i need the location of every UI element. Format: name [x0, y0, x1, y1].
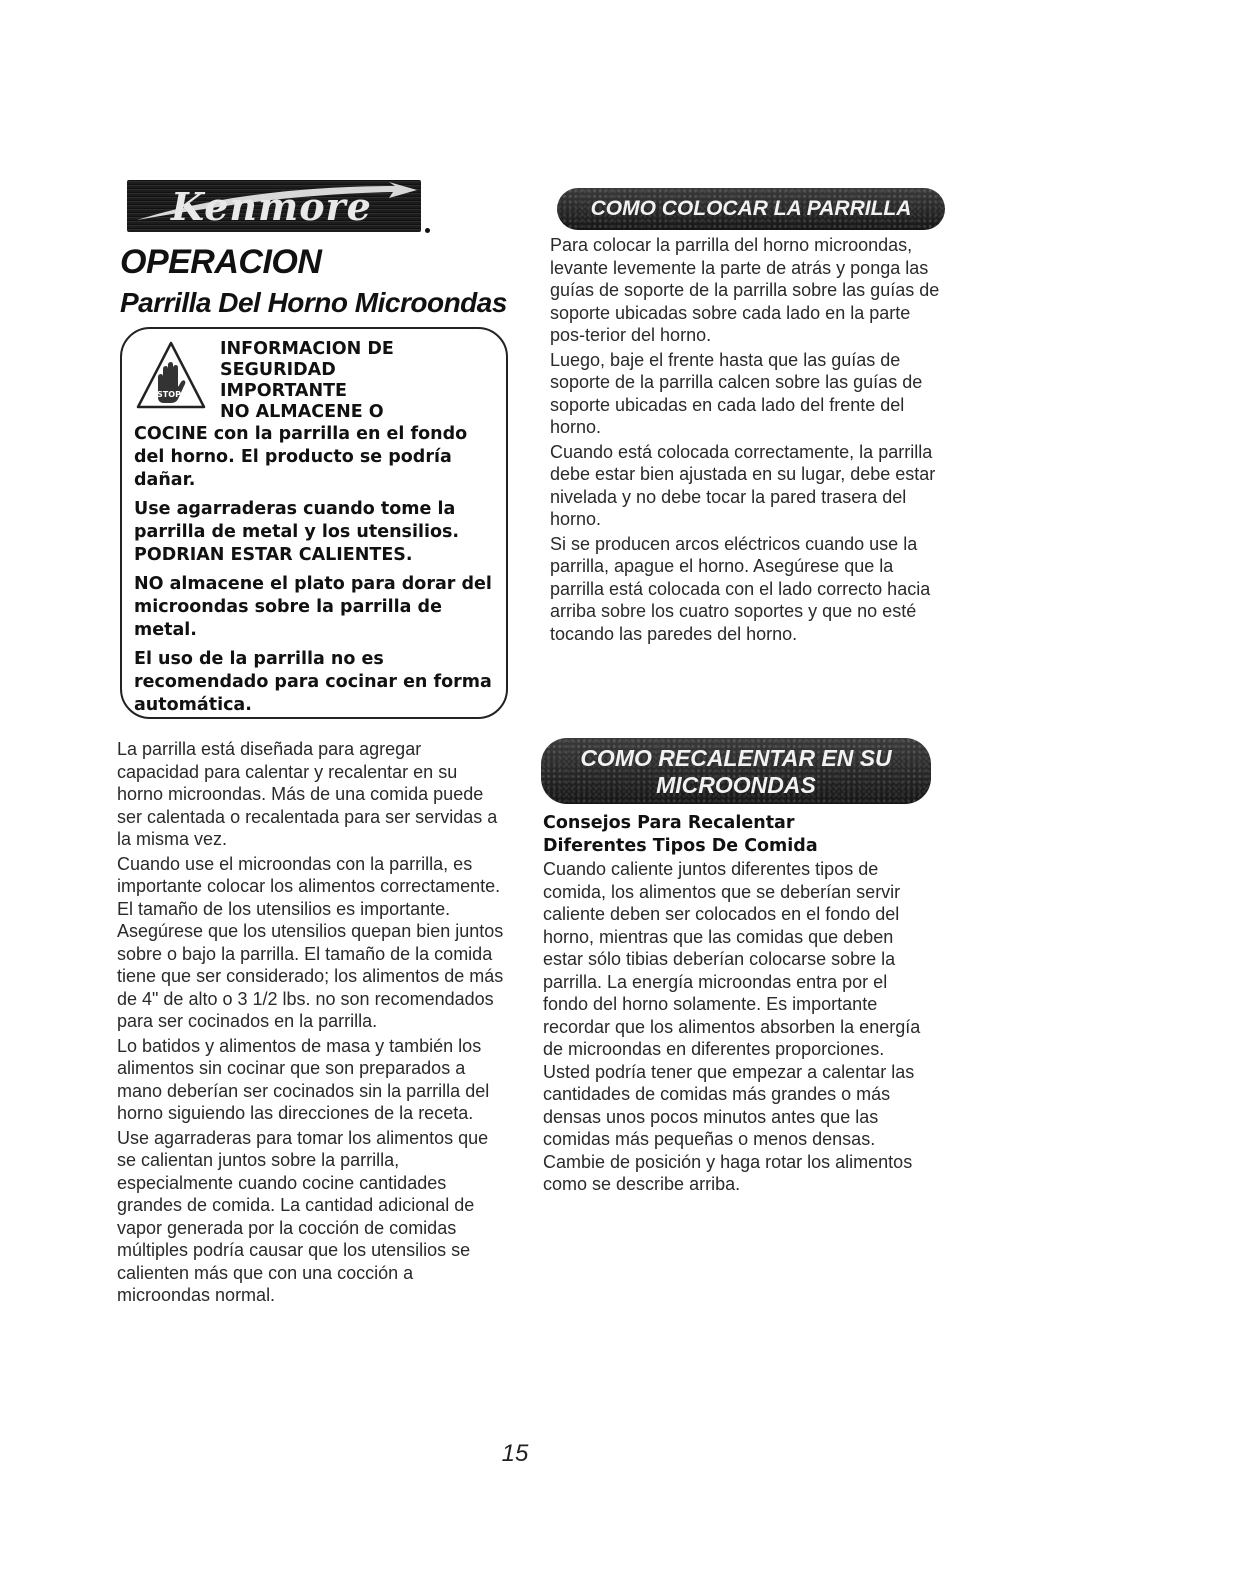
safety-header-line: NO ALMACENE O [220, 402, 384, 422]
page-number: 15 [501, 1440, 529, 1467]
stop-label: STOP [157, 390, 181, 399]
safety-header-line: SEGURIDAD [220, 360, 336, 380]
body-paragraph: Luego, baje el frente hasta que las guías de soporte de la parrilla calcen sobre las guías de soporte ubicadas en cada lado del frente del horno. [550, 349, 923, 437]
body-paragraph: Cuando use el microondas con la parrilla, es importante colocar los alimentos correctamente. El tamaño de los utensilios es importante. Asegúrese que los utensilios quepan bien juntos sobre o bajo la parrilla. El tamaño de la comida tiene que ser considerado; los alimentos de más de 4" de alto o 3 1/2 lbs. no son recomendados para ser cocinados en la parrilla. [117, 853, 504, 1031]
body-paragraph: Lo batidos y alimentos de masa y también los alimentos sin cocinar que son preparados a mano deberían ser cocinados sin la parrilla del horno siguiendo las direcciones de la receta. [117, 1035, 490, 1123]
banner-line: COMO RECALENTAR EN SU [580, 745, 892, 771]
safety-paragraph: El uso de la parrilla no es recomendado para cocinar en forma automática. [134, 649, 492, 715]
section-banner-recalentar [541, 738, 931, 804]
section-banner-colocar: COMO COLOCAR LA PARRILLA [557, 188, 945, 230]
recalentar-text [543, 858, 935, 1198]
logo-text: Kenmore [171, 184, 372, 229]
safety-header [220, 339, 510, 423]
subheading-line: Consejos Para Recalentar [543, 813, 795, 833]
banner-line: MICROONDAS [656, 772, 816, 798]
safety-paragraph: COCINE con la parrilla en el fondo del horno. El producto se podría dañar. [134, 424, 468, 490]
logo-dot [425, 228, 430, 233]
body-paragraph: Si se producen arcos eléctricos cuando use la parrilla, apague el horno. Asegúrese que la parrilla está colocada con el lado correcto hacia arriba sobre los cuatro soportes y que no esté tocando las paredes del horno. [550, 533, 931, 644]
safety-box [120, 327, 508, 719]
consejos-subheading [543, 812, 943, 858]
colocar-text [550, 234, 940, 647]
page-title: OPERACION [120, 243, 322, 281]
left-column-text [117, 738, 507, 1309]
body-paragraph: Para colocar la parrilla del horno microondas, levante levemente la parte de atrás y ponga las guías de soporte de la parrilla sobre las guías de soporte ubicadas sobre cada lado en la parte pos-terior del horno. [550, 235, 940, 345]
safety-header-line: IMPORTANTE [220, 381, 347, 401]
safety-header-line: INFORMACION DE [220, 339, 394, 359]
body-paragraph: Cuando está colocada correctamente, la parrilla debe estar bien ajustada en su lugar, debe estar nivelada y no debe tocar la pared trasera del horno. [550, 441, 936, 529]
safety-paragraph: NO almacene el plato para dorar del microondas sobre la parrilla de metal. [134, 574, 492, 640]
body-paragraph: Use agarraderas para tomar los alimentos que se calientan juntos sobre la parrilla, especialmente cuando cocine cantidades grandes de comida. La cantidad adicional de vapor generada por la cocción de comidas múltiples podría causar que los utensilios se calienten más que con una cocción a microondas normal. [117, 1127, 489, 1305]
kenmore-logo [127, 170, 432, 242]
page-subtitle: Parrilla Del Horno Microondas [120, 287, 507, 318]
logo-plate [127, 180, 421, 232]
subheading-line: Diferentes Tipos De Comida [543, 836, 818, 856]
stop-hand-icon [136, 341, 206, 411]
body-paragraph: Cuando caliente juntos diferentes tipos de comida, los alimentos que se deberían servir caliente deben ser colocados en el fondo del horno, mientras que las comidas que deben estar sólo tibias deberían colocarse sobre la parrilla. La energía microondas entra por el fondo del horno solamente. Es importante recordar que los alimentos absorben la energía de microondas en diferentes proporciones. Usted podría tener que empezar a calentar las cantidades de comidas más grandes o más densas unos pocos minutos antes que las comidas más pequeñas o menos densas. Cambie de posición y haga rotar los alimentos como se describe arriba. [543, 859, 921, 1194]
body-paragraph: La parrilla está diseñada para agregar capacidad para calentar y recalentar en su horno microondas. Más de una comida puede ser calentada o recalentada para ser servidas a la misma vez. [117, 739, 498, 849]
safety-paragraph: Use agarraderas cuando tome la parrilla de metal y los utensilios. PODRIAN ESTAR CALIENTES. [134, 499, 460, 565]
